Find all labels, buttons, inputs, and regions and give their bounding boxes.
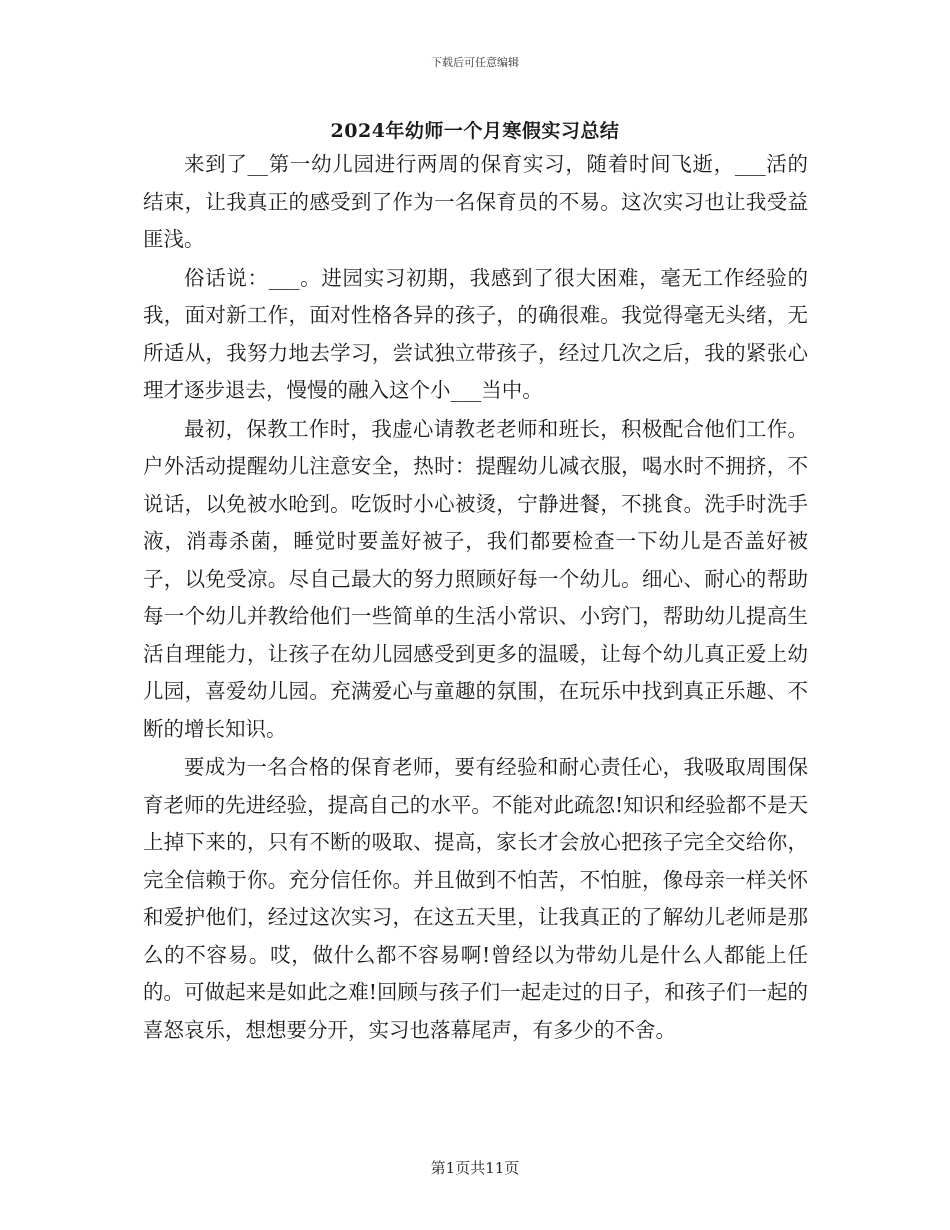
header-note: 下载后可任意编辑 [431, 56, 519, 69]
document-title: 2024年幼师一个月寒假实习总结 [330, 120, 620, 142]
document-body [143, 146, 808, 1050]
paragraph-1: 来到了__第一幼儿园进行两周的保育实习，随着时间飞逝，___活的结束，让我真正的感受到了作为一名保育员的不易。这次实习也让我受益匪浅。 [143, 152, 808, 251]
paragraph-4: 要成为一名合格的保育老师，要有经验和耐心责任心，我吸取周围保育老师的先进经验，提高自己的水平。不能对此疏忽!知识和经验都不是天上掉下来的，只有不断的吸取、提高，家长才会放心把孩子完全交给你，完全信赖于你。充分信任你。并且做到不怕苦，不怕脏，像母亲一样关怀和爱护他们，经过这次实习，在这五天里，让我真正的了解幼儿老师是那么的不容易。哎，做什么都不容易啊!曾经以为带幼儿是什么人都能上任的。可做起来是如此之难!回顾与孩子们一起走过的日子，和孩子们一起的喜怒哀乐，想想要分开，实习也落幕尾声，有多少的不舍。 [143, 755, 808, 1042]
page-number-footer: 第1页共11页 [430, 1159, 520, 1177]
paragraph-3: 最初，保教工作时，我虚心请教老老师和班长，积极配合他们工作。户外活动提醒幼儿注意安全，热时：提醒幼儿减衣服，喝水时不拥挤，不说话，以免被水呛到。吃饭时小心被烫，宁静进餐，不挑食。洗手时洗手液，消毒杀菌，睡觉时要盖好被子，我们都要检查一下幼儿是否盖好被子，以免受凉。尽自己最大的努力照顾好每一个幼儿。细心、耐心的帮助每一个幼儿并教给他们一些简单的生活小常识、小窍门，帮助幼儿提高生活自理能力，让孩子在幼儿园感受到更多的温暖，让每个幼儿真正爱上幼儿园，喜爱幼儿园。充满爱心与童趣的氛围，在玩乐中找到真正乐趣、不断的增长知识。 [143, 416, 808, 741]
paragraph-2: 俗话说：___。进园实习初期，我感到了很大困难，毫无工作经验的我，面对新工作，面对性格各异的孩子，的确很难。我觉得毫无头绪，无所适从，我努力地去学习，尝试独立带孩子，经过几次之后，我的紧张心理才逐步退去，慢慢的融入这个小___当中。 [143, 265, 808, 402]
